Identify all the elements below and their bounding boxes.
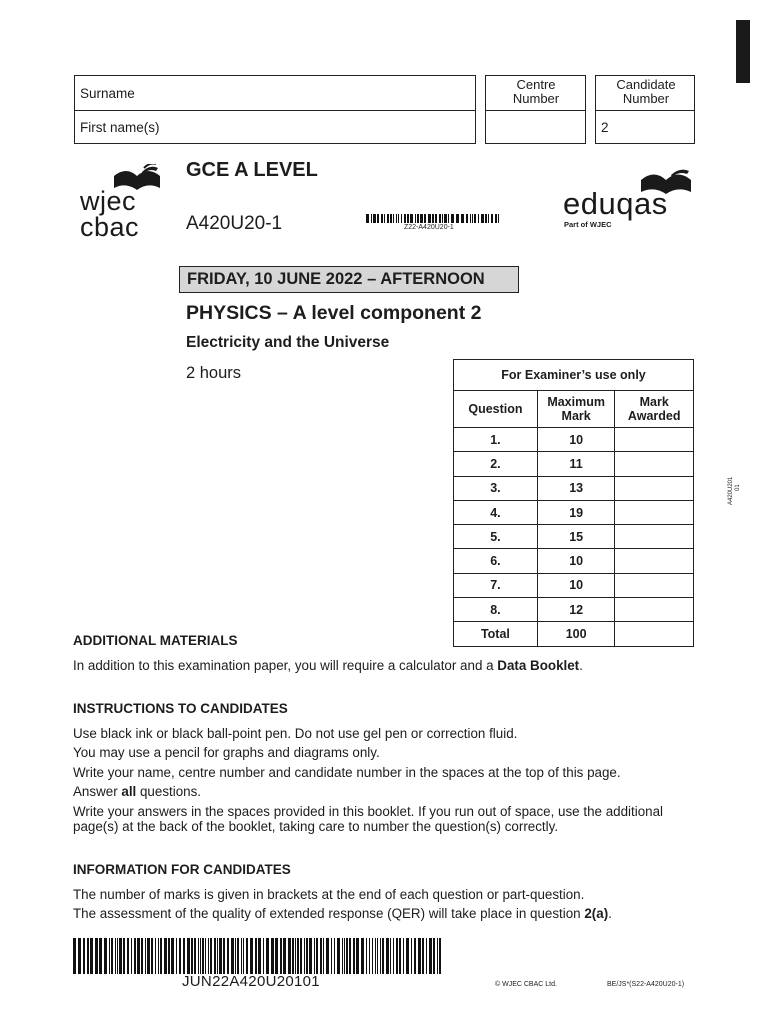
barcode-bar — [283, 938, 286, 974]
candidate-number-value: 2 — [601, 120, 609, 135]
max-mark: 12 — [537, 598, 615, 622]
barcode-bar — [111, 938, 113, 974]
barcode-bar — [393, 938, 394, 974]
barcode-bar — [382, 938, 384, 974]
barcode-bar — [407, 214, 409, 223]
barcode-bar — [280, 938, 282, 974]
info2-bold: 2(a) — [584, 906, 609, 922]
barcode-bar — [171, 938, 174, 974]
barcode-bar — [470, 214, 471, 223]
barcode-bar — [90, 938, 93, 974]
barcode-bar — [158, 938, 159, 974]
barcode-bar — [418, 938, 421, 974]
barcode-bar — [99, 938, 102, 974]
barcode-bar — [401, 214, 402, 223]
max-mark: 10 — [537, 428, 615, 452]
barcode-bar — [205, 938, 206, 974]
barcode-bar — [411, 938, 412, 974]
mark-awarded-cell[interactable] — [615, 476, 694, 500]
barcode-bar — [73, 938, 76, 974]
candidate-number-label: Candidate Number — [616, 77, 676, 106]
question-number: 7. — [454, 573, 538, 597]
barcode-bar — [295, 938, 296, 974]
eduqas-logo — [563, 166, 687, 232]
barcode-bar — [237, 938, 239, 974]
barcode-bar — [297, 938, 299, 974]
barcode-bar — [495, 214, 497, 223]
barcode-bar — [390, 214, 392, 223]
additional-materials-heading: ADDITIONAL MATERIALS — [73, 633, 238, 648]
barcode-bar — [366, 938, 367, 974]
side-code — [728, 477, 742, 505]
exam-date: FRIDAY, 10 JUNE 2022 – AFTERNOON — [187, 270, 485, 288]
corner-marker — [736, 20, 750, 83]
barcode-bar — [235, 938, 236, 974]
barcode-bar — [373, 214, 376, 223]
barcode-bar — [415, 214, 416, 223]
am-text-after: . — [579, 658, 583, 673]
instruction-line: Use black ink or black ball-point pen. Do not use gel pen or correction fluid. — [73, 726, 518, 741]
barcode-bar — [95, 938, 98, 974]
max-mark: 10 — [537, 573, 615, 597]
table-row — [454, 573, 694, 597]
barcode-bar — [337, 938, 340, 974]
barcode-bar — [200, 938, 201, 974]
barcode-bar — [300, 938, 302, 974]
exam-date-banner — [179, 266, 519, 293]
barcode-bar — [78, 938, 81, 974]
barcode-bar — [145, 938, 146, 974]
instructions-text — [73, 724, 683, 834]
max-mark: 11 — [537, 452, 615, 476]
barcode-bar — [439, 214, 441, 223]
centre-number-field[interactable] — [485, 110, 586, 144]
instr4-bold: all — [121, 784, 137, 800]
centre-number-label: Centre Number — [512, 77, 560, 106]
instruction-line — [73, 782, 683, 801]
question-number: 6. — [454, 549, 538, 573]
information-text — [73, 885, 683, 924]
barcode-bar — [428, 214, 431, 223]
question-number: 4. — [454, 500, 538, 524]
first-names-field[interactable] — [74, 110, 476, 144]
total-awarded-cell[interactable] — [615, 622, 694, 646]
surname-label: Surname — [80, 86, 135, 101]
barcode-bar — [202, 938, 204, 974]
barcode-bar — [375, 938, 376, 974]
exam-duration: 2 hours — [186, 364, 242, 382]
cbac-text: cbac — [80, 212, 140, 242]
instr4-before: Answer — [73, 784, 122, 800]
barcode-bar — [314, 938, 315, 974]
barcode-bar — [223, 938, 225, 974]
barcode-bar — [369, 938, 370, 974]
barcode-bar — [164, 938, 167, 974]
barcode-bar — [384, 214, 385, 223]
candidate-number-field[interactable] — [595, 110, 695, 144]
exam-level: GCE A LEVEL — [186, 159, 318, 181]
question-number: 1. — [454, 428, 538, 452]
exam-subtitle: Electricity and the Universe — [186, 334, 390, 351]
max-mark: 13 — [537, 476, 615, 500]
barcode-bar — [194, 938, 196, 974]
table-row — [454, 598, 694, 622]
mark-awarded-cell[interactable] — [615, 598, 694, 622]
total-value: 100 — [537, 622, 615, 646]
side-code-line2: 01 — [735, 484, 741, 491]
barcode-bar — [320, 938, 322, 974]
am-text-before: In addition to this examination paper, you will require a calculator and a — [73, 658, 498, 673]
barcode-bar — [115, 938, 116, 974]
barcode-bar — [424, 214, 426, 223]
barcode-bar — [474, 214, 476, 223]
barcode-bar — [316, 938, 318, 974]
barcode-bar — [271, 938, 274, 974]
question-number: 5. — [454, 525, 538, 549]
info2-before: The assessment of the quality of extended response (QER) will take place in question — [73, 906, 585, 922]
barcode-bar — [387, 214, 389, 223]
max-mark: 15 — [537, 525, 615, 549]
barcode-bar — [127, 938, 129, 974]
information-line: The number of marks is given in brackets at the end of each question or part-question. — [73, 887, 585, 902]
barcode-bar — [243, 938, 244, 974]
barcode-bar — [396, 938, 398, 974]
information-line — [73, 904, 683, 923]
barcode-bar — [422, 938, 424, 974]
barcode-bar — [377, 938, 378, 974]
barcode-bar — [353, 938, 355, 974]
barcode-bar — [168, 938, 170, 974]
surname-field[interactable] — [74, 75, 476, 111]
barcode-bar — [331, 938, 332, 974]
max-mark: 19 — [537, 500, 615, 524]
col-header-mark-awarded — [615, 391, 694, 428]
barcode-bar — [410, 214, 413, 223]
first-names-label: First name(s) — [80, 120, 160, 135]
barcode-bar — [198, 938, 199, 974]
barcode-bar — [377, 214, 379, 223]
barcode-bar — [344, 938, 345, 974]
max-mark: 10 — [537, 549, 615, 573]
question-number: 2. — [454, 452, 538, 476]
barcode-bar — [342, 938, 343, 974]
barcode-bar — [219, 938, 222, 974]
barcode-bar — [442, 214, 443, 223]
barcode-bar — [176, 938, 177, 974]
barcode-bar — [432, 214, 434, 223]
barcode-bar — [472, 214, 473, 223]
barcode-bar — [414, 938, 416, 974]
table-row — [454, 476, 694, 500]
barcode-bar — [210, 938, 212, 974]
barcode-bar — [147, 938, 150, 974]
barcode-bar — [478, 214, 479, 223]
barcode-bar — [406, 938, 409, 974]
col-header-mark-awarded-text: Mark Awarded — [627, 395, 681, 423]
barcode-bar — [179, 938, 181, 974]
barcode-bar — [451, 214, 454, 223]
barcode-bar — [398, 214, 399, 223]
barcode-bar — [439, 938, 441, 974]
copyright: © WJEC CBAC Ltd. — [495, 981, 557, 988]
barcode-bar — [117, 938, 118, 974]
instruction-line: Write your name, centre number and candidate number in the spaces at the top of this page. — [73, 764, 621, 780]
wjec-cbac-logo — [80, 164, 162, 244]
barcode-bar — [275, 938, 278, 974]
col-header-question: Question — [454, 391, 538, 428]
eduqas-text: eduqas — [563, 186, 668, 221]
barcode-bar — [191, 938, 193, 974]
barcode-bar — [250, 938, 253, 974]
barcode-bar — [255, 938, 257, 974]
barcode-bar — [366, 214, 369, 223]
barcode-bar — [437, 938, 438, 974]
mark-awarded-cell[interactable] — [615, 428, 694, 452]
barcode-bar — [208, 938, 209, 974]
barcode-bar — [187, 938, 190, 974]
barcode-bar — [141, 938, 143, 974]
barcode-bar — [109, 938, 110, 974]
footer-barcode-text: JUN22A420U20101 — [182, 973, 320, 990]
col-header-max-mark — [537, 391, 615, 428]
barcode-bar — [334, 938, 335, 974]
barcode-bar — [390, 938, 391, 974]
total-label: Total — [454, 622, 538, 646]
mark-awarded-cell[interactable] — [615, 549, 694, 573]
paper-barcode — [366, 214, 504, 223]
additional-materials-text — [73, 656, 683, 675]
barcode-bar — [429, 938, 432, 974]
barcode-bar — [323, 938, 324, 974]
barcode-bar — [498, 214, 499, 223]
barcode-bar — [481, 214, 484, 223]
barcode-bar — [420, 214, 423, 223]
barcode-bar — [246, 938, 248, 974]
barcode-bar — [461, 214, 464, 223]
footer-barcode — [73, 938, 445, 974]
info2-after: . — [608, 906, 612, 922]
barcode-bar — [386, 938, 389, 974]
instruction-line: You may use a pencil for graphs and diagrams only. — [73, 745, 380, 761]
barcode-bar — [399, 938, 401, 974]
barcode-bar — [371, 214, 372, 223]
side-code-line1: A420U201 — [728, 476, 734, 505]
barcode-bar — [137, 938, 140, 974]
question-number: 8. — [454, 598, 538, 622]
barcode-bar — [258, 938, 261, 974]
barcode-bar — [426, 938, 427, 974]
barcode-bar — [444, 214, 447, 223]
barcode-bar — [372, 938, 373, 974]
barcode-bar — [217, 938, 218, 974]
barcode-bar — [131, 938, 132, 974]
col-header-max-mark-text: Maximum Mark — [547, 395, 605, 423]
barcode-bar — [241, 938, 242, 974]
instr4-after: questions. — [136, 784, 202, 800]
examiner-table — [453, 359, 694, 647]
barcode-bar — [292, 938, 294, 974]
table-row — [454, 549, 694, 573]
candidate-number-header — [595, 75, 695, 111]
barcode-bar — [155, 938, 156, 974]
barcode-bar — [87, 938, 89, 974]
barcode-bar — [404, 214, 406, 223]
barcode-bar — [491, 214, 493, 223]
barcode-bar — [380, 938, 381, 974]
barcode-bar — [123, 938, 125, 974]
wjec-text: wjec — [80, 186, 137, 216]
barcode-bar — [227, 938, 229, 974]
mark-awarded-cell[interactable] — [615, 452, 694, 476]
barcode-bar — [263, 938, 264, 974]
barcode-bar — [304, 938, 305, 974]
barcode-bar — [466, 214, 468, 223]
barcode-bar — [417, 214, 419, 223]
document-reference: BE/JS*(S22-A420U20-1) — [607, 981, 685, 988]
table-row — [454, 428, 694, 452]
table-row — [454, 525, 694, 549]
barcode-bar — [104, 938, 107, 974]
barcode-bar — [448, 214, 449, 223]
barcode-bar — [151, 938, 153, 974]
instructions-heading: INSTRUCTIONS TO CANDIDATES — [73, 701, 288, 716]
barcode-bar — [381, 214, 383, 223]
barcode-bar — [485, 214, 487, 223]
mark-awarded-cell[interactable] — [615, 500, 694, 524]
barcode-bar — [266, 938, 269, 974]
barcode-bar — [393, 214, 394, 223]
table-row — [454, 452, 694, 476]
barcode-bar — [134, 938, 136, 974]
barcode-bar — [183, 938, 185, 974]
total-row — [454, 622, 694, 646]
barcode-bar — [356, 938, 359, 974]
barcode-bar — [433, 938, 435, 974]
barcode-bar — [160, 938, 162, 974]
am-text-bold: Data Booklet — [497, 658, 580, 673]
barcode-bar — [83, 938, 85, 974]
barcode-bar — [349, 938, 351, 974]
barcode-bar — [403, 938, 404, 974]
exam-code: A420U20-1 — [186, 213, 283, 234]
barcode-bar — [346, 938, 348, 974]
paper-barcode-caption: Z22-A420U20-1 — [404, 224, 454, 231]
table-row — [454, 500, 694, 524]
barcode-bar — [309, 938, 312, 974]
question-number: 3. — [454, 476, 538, 500]
barcode-bar — [326, 938, 329, 974]
centre-number-header — [485, 75, 586, 111]
barcode-bar — [231, 938, 234, 974]
barcode-bar — [361, 938, 364, 974]
exam-title: PHYSICS – A level component 2 — [186, 302, 482, 324]
mark-awarded-cell[interactable] — [615, 525, 694, 549]
barcode-bar — [396, 214, 397, 223]
instruction-line: Write your answers in the spaces provided in this booklet. If you run out of space, use the additional page(s) at the back of the booklet, taking care to number the question(s) correctly. — [73, 803, 664, 834]
examiner-table-caption: For Examiner’s use only — [454, 360, 694, 391]
barcode-bar — [456, 214, 459, 223]
barcode-bar — [488, 214, 489, 223]
barcode-bar — [119, 938, 122, 974]
barcode-bar — [288, 938, 291, 974]
barcode-bar — [435, 214, 437, 223]
mark-awarded-cell[interactable] — [615, 573, 694, 597]
barcode-bar — [214, 938, 216, 974]
eduqas-subtext: Part of WJEC — [564, 220, 612, 229]
barcode-bar — [306, 938, 308, 974]
information-heading: INFORMATION FOR CANDIDATES — [73, 862, 291, 877]
